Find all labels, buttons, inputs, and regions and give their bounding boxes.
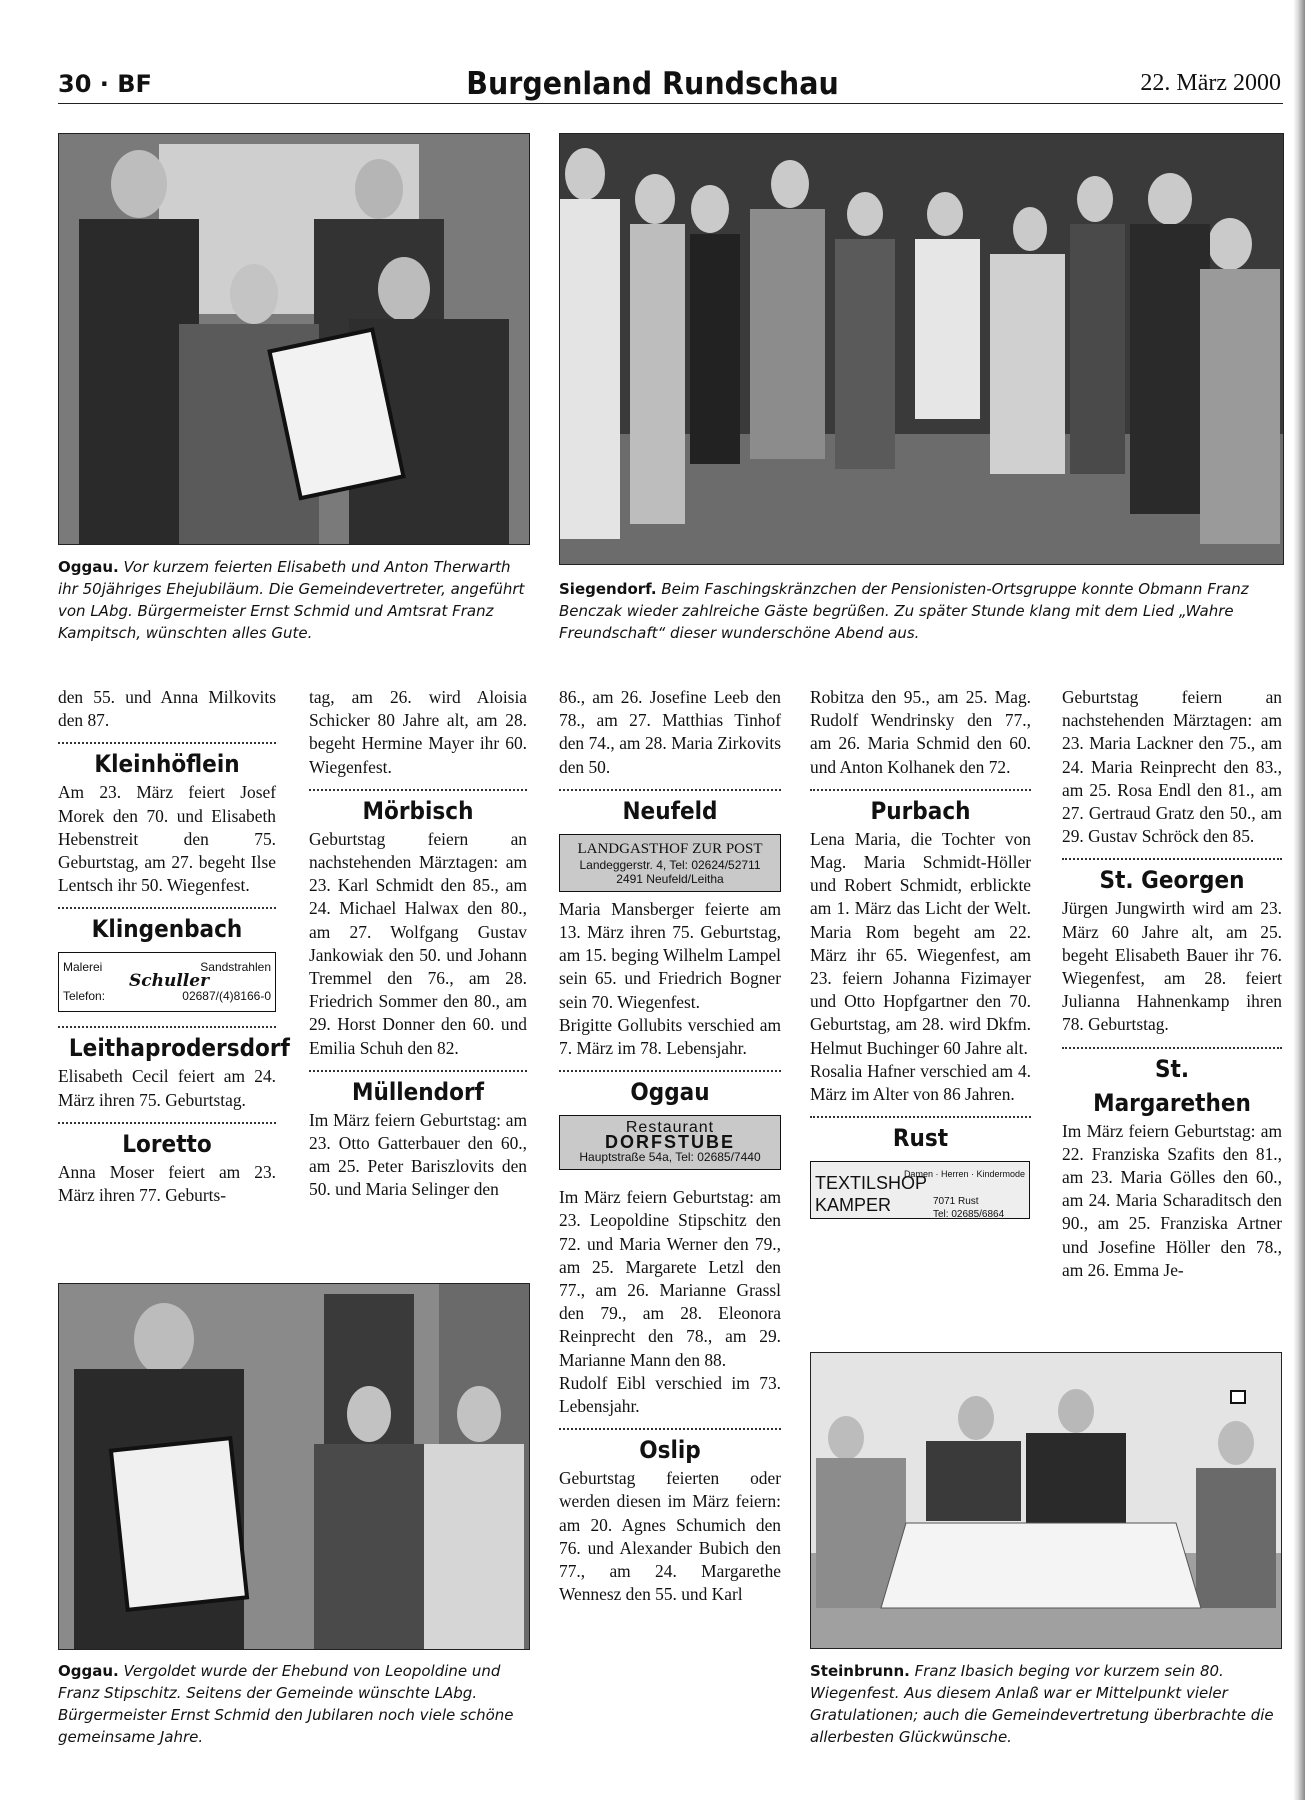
ad-schuller-telefon: 02687/(4)8166-0 bbox=[182, 989, 271, 1004]
heading-rust: Rust bbox=[892, 1124, 949, 1153]
text-purbach-2: Rosalia Hafner verschied am 4. März im Alter von 86 Jahren. bbox=[810, 1060, 1031, 1105]
ad-schuller-malerei: Malerei bbox=[63, 960, 103, 975]
ad-landgasthof-name: LANDGASTHOF ZUR POST bbox=[577, 840, 763, 857]
heading-st-georgen: St. Georgen bbox=[1099, 866, 1245, 895]
caption-text: Beim Faschingskränzchen der Pensionisten-Ortsgruppe konnte Obmann Franz Benczak wieder zahlreiche Gäste begrüßen. Zu später Stunde klang mit dem Lied „Wahre Freundschaft“ dieser wunderschöne Abend aus. bbox=[559, 580, 1249, 642]
text-neufeld-2: Brigitte Gollubits verschied am 7. März im 78. Lebensjahr. bbox=[559, 1014, 781, 1059]
text-purbach: Lena Maria, die Tochter von Mag. Maria Schmidt-Höller und Robert Schmidt, erblickte am 1. März das Licht der Welt. Maria Rom begeht am 22. März ihr 65. Wiegenfest, am 23. feiern Johanna Fizimayer und Otto Hopfgartner den 70. Geburtstag, am 28. wird Dkfm. Helmut Buchinger 60 Jahre alt. bbox=[810, 828, 1031, 1058]
ad-schuller-logo: Schuller bbox=[129, 971, 210, 992]
ad-dorfstube-name: DORFSTUBE bbox=[605, 1132, 735, 1153]
ad-landgasthof-address: Landeggerstr. 4, Tel: 02624/52711 bbox=[579, 857, 761, 872]
ad-textilshop-owner: KAMPER bbox=[815, 1195, 892, 1216]
photo-oggau-ehejubilaeum bbox=[58, 133, 530, 545]
heading-moerbisch: Mörbisch bbox=[362, 796, 474, 825]
text-muellendorf: Im März feiern Geburtstag: am 23. Otto Gatterbauer den 60., am 25. Peter Bariszlovits den 50. und Maria Selinger den bbox=[309, 1109, 527, 1200]
heading-neufeld: Neufeld bbox=[622, 796, 718, 825]
heading-oggau: Oggau bbox=[630, 1078, 710, 1107]
heading-muellendorf: Müllendorf bbox=[351, 1077, 485, 1106]
caption-text: Vor kurzem feierten Elisabeth und Anton Therwarth ihr 50jähriges Ehejubiläum. Die Gemeindevertreter, angeführt von LAbg. Bürgermeister Ernst Schmid und Amtsrat Franz Kampitsch, wünschten alles Gute. bbox=[58, 558, 525, 642]
caption-bottom-left bbox=[58, 1660, 528, 1748]
text-kleinhoeflein: Am 23. März feiert Josef Morek den 70. und Elisabeth Hebenstreit den 75. Geburtstag, am 27. begeht Ilse Lentsch ihr 50. Wiegenfest. bbox=[58, 782, 276, 896]
newspaper-title: Burgenland Rundschau bbox=[466, 66, 839, 102]
ad-textilshop-tel: Tel: 02685/6864 bbox=[933, 1209, 1005, 1221]
column-5 bbox=[1062, 686, 1282, 1282]
heading-purbach: Purbach bbox=[870, 796, 971, 825]
col2-intro: tag, am 26. wird Aloisia Schicker 80 Jahre alt, am 28. begeht Hermine Mayer ihr 60. Wiegenfest. bbox=[309, 687, 527, 777]
caption-place: Siegendorf. bbox=[559, 580, 657, 598]
text-loretto: Anna Moser feiert am 23. März ihren 77. Geburts- bbox=[58, 1161, 276, 1206]
caption-top-left bbox=[58, 556, 528, 644]
col5-intro: Geburtstag feiern an nachstehenden Märztagen: am 23. Maria Lackner den 75., am 24. Maria Reinprecht den 83., am 25. Rosa Endl den 81., am 27. Gertraud Gratz den 50., am 29. Gustav Schröck den 85. bbox=[1062, 687, 1282, 847]
heading-klingenbach: Klingenbach bbox=[91, 915, 243, 944]
col3-intro: 86., am 26. Josefine Leeb den 78., am 27. Matthias Tinhof den 74., am 28. Maria Zirkovits den 50. bbox=[559, 687, 781, 777]
photo-siegendorf-faschingskraenzchen bbox=[559, 133, 1284, 565]
ad-dorfstube-address: Hauptstraße 54a, Tel: 02685/7440 bbox=[579, 1150, 761, 1165]
header-rule bbox=[58, 103, 1283, 104]
caption-place: Steinbrunn. bbox=[810, 1662, 910, 1680]
text-leithaprodersdorf: Elisabeth Cecil feiert am 24. März ihren 75. Geburtstag. bbox=[58, 1066, 276, 1110]
column-3 bbox=[559, 686, 781, 1606]
ad-textilshop-address: 7071 Rust bbox=[933, 1196, 979, 1208]
heading-oslip: Oslip bbox=[639, 1436, 701, 1465]
text-oslip: Geburtstag feierten oder werden diesen im März feiern: am 20. Agnes Schumich den 76. und Alexander Bubich den 77., am 24. Margarethe Wennesz den 55. und Karl bbox=[559, 1468, 781, 1605]
heading-loretto: Loretto bbox=[122, 1129, 212, 1158]
ad-restaurant-dorfstube bbox=[559, 1115, 781, 1170]
column-2 bbox=[309, 686, 527, 1202]
ad-textilshop-tagline: Damen · Herren · Kindermode bbox=[903, 1169, 1025, 1180]
column-4 bbox=[810, 686, 1031, 1225]
ad-landgasthof-zur-post bbox=[559, 834, 781, 892]
photo-oggau-goldene-hochzeit bbox=[58, 1283, 530, 1650]
col4-intro: Robitza den 95., am 25. Mag. Rudolf Wendrinsky den 77., am 26. Maria Schmid den 60. und Anton Kolhanek den 72. bbox=[810, 687, 1031, 777]
heading-st-margarethen: St. Margarethen bbox=[1093, 1054, 1251, 1117]
caption-bottom-right bbox=[810, 1660, 1282, 1748]
ad-malerei-schuller bbox=[58, 952, 276, 1012]
caption-place: Oggau. bbox=[58, 558, 119, 576]
page-edge bbox=[1293, 0, 1305, 1800]
text-st-margarethen: Im März feiern Geburtstag: am 22. Franziska Szafits den 81., am 23. Maria Gölles den 60., am 24. Maria Scharaditsch den 90., am 25. Franziska Artner und Josefine Höller den 78., am 26. Emma Je- bbox=[1062, 1120, 1282, 1280]
caption-text: Vergoldet wurde der Ehebund von Leopoldine und Franz Stipschitz. Seitens der Gemeinde wünschte LAbg. Bürgermeister Ernst Schmid den Jubilaren noch viele schöne gemeinsame Jahre. bbox=[58, 1662, 514, 1746]
column-1 bbox=[58, 686, 290, 1207]
heading-kleinhoeflein: Kleinhöflein bbox=[94, 750, 240, 779]
page-number: 30 · BF bbox=[58, 70, 152, 98]
ad-dorfstube-restaurant: Restaurant bbox=[625, 1119, 715, 1137]
text-st-georgen: Jürgen Jungwirth wird am 23. März 60 Jahre alt, am 25. begeht Elisabeth Bauer ihr 76. Wiegenfest, am 28. feiert Julianna Hahnenkamp ihren 78. Geburtstag. bbox=[1062, 898, 1282, 1035]
text-neufeld: Maria Mansberger feierte am 13. März ihren 75. Geburtstag, am 15. beging Wilhelm Lampel sein 65. und Friedrich Bogner sein 70. Wiegenfest. bbox=[559, 898, 781, 1012]
ad-schuller-telefon-label: Telefon: bbox=[63, 989, 106, 1004]
ad-textilshop-name: TEXTILSHOP bbox=[815, 1173, 928, 1194]
text-moerbisch: Geburtstag feiern an nachstehenden Märztagen: am 23. Karl Schmidt den 85., am 24. Michael Halwax den 80., am 27. Wolfgang Gustav Jankowiak den 50. und Johann Tremmel den 76., am 28. Friedrich Sommer den 80., am 29. Horst Donner den 60. und Emilia Schuh den 82. bbox=[309, 828, 527, 1058]
caption-top-right bbox=[559, 578, 1282, 644]
text-oggau-2: Rudolf Eibl verschied im 73. Lebensjahr. bbox=[559, 1372, 781, 1417]
issue-date: 22. März 2000 bbox=[1140, 70, 1281, 96]
heading-leithaprodersdorf: Leithaprodersdorf bbox=[68, 1034, 290, 1063]
ad-landgasthof-city: 2491 Neufeld/Leitha bbox=[616, 871, 724, 886]
col1-intro: den 55. und Anna Milkovits den 87. bbox=[58, 687, 276, 731]
ad-schuller-sandstrahlen: Sandstrahlen bbox=[200, 960, 271, 975]
photo-steinbrunn-wiegenfest bbox=[810, 1352, 1282, 1649]
caption-place: Oggau. bbox=[58, 1662, 119, 1680]
caption-text: Franz Ibasich beging vor kurzem sein 80. Wiegenfest. Aus diesem Anlaß war er Mittelpunkt vieler Gratulationen; auch die Gemeindevertretung überbrachte die allerbesten Glückwünsche. bbox=[810, 1662, 1274, 1746]
text-oggau: Im März feiern Geburtstag: am 23. Leopoldine Stipschitz den 72. und Maria Werner den 79., am 25. Margarete Letzl den 77., am 26. Marianne Grassl den 79., am 28. Eleonora Reinprecht den 78., am 29. Marianne Mann den 88. bbox=[559, 1187, 781, 1370]
ad-textilshop-kamper bbox=[810, 1161, 1030, 1219]
